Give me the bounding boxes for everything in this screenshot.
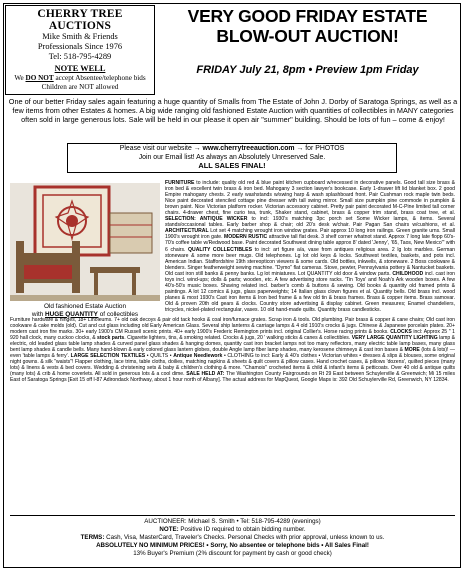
website-line: Please visit our website → www.cherrytreeauction.com → for PHOTOS (119, 145, 345, 152)
category-heading: SELECTION: ANTIQUE WICKER (165, 216, 248, 223)
category-heading: LARGE SELECTION TEXTILES (70, 353, 146, 360)
title-line-2: BLOW-OUT AUCTION! (216, 26, 399, 46)
category-heading: SALE HELD AT: (186, 371, 225, 378)
note-line-1: We DO NOT accept Absentee/telephone bids (14, 74, 146, 82)
website-box (67, 143, 397, 173)
note-title: NOTE WELL (54, 64, 106, 73)
title-line-1: VERY GOOD FRIDAY ESTATE (187, 6, 428, 26)
category-heading: Antique Needlework (173, 353, 223, 360)
listing-full-width (10, 317, 455, 384)
listing-text: (lots & lots)! — even 'table lamps & ferry'. (10, 347, 455, 360)
photo-caption (10, 303, 160, 318)
listing-text: lamp & electric, old leaded glass table lamp shades & curved panel glass shades & hanging domes, quantity cast iron bracket lamps not too many reflectors, many electric table lamp bases, many glass bent lamp shades & candle bells. Many hand-blown & early colored glass lantern globes, double Angle lamp fiber lamp shades, many kerosene chimneys & cast iron bases & (10, 335, 455, 354)
listing-text: • QUILTS • (145, 353, 174, 360)
listing-column (165, 180, 455, 313)
owners: Mike Smith & Friends (42, 32, 118, 41)
buyers-premium: 13% Buyer's Premium (2% discount for payment by cash or good check) (133, 550, 332, 557)
caption-line-2: with HUGE QUANTITY of collectibles (31, 310, 139, 318)
listing-text: attractive tall flat desk. 3 shelf corner whatnot stand. Approx 7 long late flopp 60's-70's coffee table w/Redwood base. Paint decorated Southwest dining table approx 8' dated 'Jenny', '65, Taos, New Mexico'" with 6 chairs. (165, 234, 455, 253)
footer-divider (10, 515, 455, 516)
category-heading: MODERN RUSTIC (224, 234, 268, 241)
category-heading: CLOCKS (390, 329, 412, 336)
category-heading: CHILDHOOD (392, 270, 424, 277)
no-minimum: ABSOLUTELY NO MINIMUM PRICES! • Sorry, No absentee or telephone bids • All Sales Final! (96, 542, 369, 549)
intro-paragraph: One of our better Friday sales again featuring a huge quantity of Smalls from The Estate of John J. Dorby of Saratoga Springs, as well as a few items from other Estates & homes. A big wide ranging old fashioned Estate Auction with quantities of collectibles in MANY categories often sold in large generous lots. Sale will be held in our please it open air "summer" building. Should be lots of fun – come & enjoy! (8, 97, 458, 125)
category-heading: QUALITY COLLECTIBLES (188, 246, 252, 253)
listing-text: incl. cast iron toys incl. wind-ups; dolls & parts; wooden, etc. A few advertising store racks. 'Tin Toys' and Noah's Ark wooden boxes. A few 40's-50's music boxes. Shaving related incl. barber's comb & buttons & sewing. Old books & quantity old framed prints & paintings. A lot 12 comics & jugs, glass paperweights; 14 Italian glass clown figures et al. Quantity bells. Old brass incl. wood planes & most 1930's Cast iron items & Iron bed frame & a few old tin & brass frames. Brass & copper items. Brass samovar. Old & proven 20th old gears & clocks. Country store advertising & display cabinet. Green measures; Enamel chandeliers, tricycles, nickel-plated rectangular, vases. 10 old hand-made quilts. Quantity brass candlesticks. (165, 270, 456, 313)
listing-text: Furniture hardware & hinges, 18+ Linoleums. 7+ old oak decoys & pair old tack hooks & coal iron/furnace grates. Scrap iron & tools. Old plumbing. Pair brass & copper & cane chairs; Old cast iron cookware & cake molds (old). Cut and cut glass including old Early American Glass. Several ship lanterns & carriage lamps & 4 old 1910's crocks & jugs. Chinese & Japanese porcelain plates. 20+ modern cast iron fire marks. 30+ early 1900's CM Russell scenic prints. 40+ early 1900's Frederic Remington prints incl. original Collier's. Horse racing prints & books. (10, 317, 455, 336)
auctioneer-box (5, 5, 155, 95)
footer (10, 518, 455, 558)
terms: TERMS: Cash, Visa, MasterCard, Traveler's Checks. Personal Checks with prior approval, unless known to us. (80, 534, 385, 541)
date-line: FRIDAY July 21, 8pm • Preview 1pm Friday (196, 64, 419, 76)
telephone: Tel: 518-795-4289 (48, 52, 112, 61)
all-sales-final: ALL SALES FINAL! (198, 161, 266, 171)
note-line-2: Children are NOT allowed (41, 83, 119, 91)
caption-line-1: Old fashioned Estate Auction (43, 303, 127, 310)
auction-photo (10, 183, 160, 301)
auctioneer-line: AUCTIONEER: Michael S. Smith • Tel: 518-795-4289 (evenings) (144, 518, 321, 525)
email-line: Join our Email list! As always an Absolutely Unreserved Sale. (138, 153, 326, 161)
listing-text: to incl: art figure a/a, vase from antiques religious area. 2 lg lots marbles. German stoneware & some more beer mugs. Old telephones. Lg lot old keys & locks. Southwest textiles, baskets, and pots incl. American Indian. Staffordshire 19th stereopticon viewers & some cards. Old bottles, inkwells, & stoneware. 2 Boss cookware & blenders. Singer featherweight sewing machine. "Dymo" flat cameras. Stove, pewter, Pennsylvania pottery & Nantucket baskets. Old cast iron still banks & penny banks. Lg lot miniatures. Lot QUANTITY old door & window parts. (165, 246, 455, 277)
listing-text: The Washington County Fairgrounds on Rt 29 East between Schuylerville & Greenwich; Mi 15 miles East of Saratoga Springs [Exit 15 off I-87 Adirondack Northway, about 1 hour north of Albany]. The actual address for MapQuest, Google Maps is: 392 Old Schuylerville Rd, Greenwich, NY 12834. (10, 371, 455, 384)
since: Professionals Since 1976 (37, 42, 123, 51)
website-link[interactable]: www.cherrytreeauction.com (202, 145, 295, 152)
category-heading: MORE (404, 347, 420, 354)
category-heading: FURNITURE (165, 180, 195, 186)
quilt-and-chair-illustration (10, 183, 160, 301)
listing-text: Lot set 4 matching wrought iron window grates. Pair approx 10 long iron railings. Green granite urns. Small 1900's wrought iron gate. (165, 228, 455, 241)
category-heading: ARCHITECTURAL (165, 228, 209, 235)
listing-text: . Cigarette lighters, tins, & smoking related. Crocks & jugs, 20 ' walking sticks & canes & collectibles. (124, 335, 352, 342)
listing-text: to incl: 1930's matching 3pc porch set Some Wicker lamps, & items. Several stands/occasional tables. Early barber shop & chair; old 20's desk w/chair. Pair Pagan San chairs w/cushions, et al. (165, 216, 455, 229)
main-title (160, 6, 455, 46)
company-name: CHERRY TREE AUCTIONS (37, 8, 123, 32)
listing-text: incl: Approx 25 " 1 920 hall clock, many cuckoo clocks, & (10, 329, 455, 342)
category-heading: VERY LARGE QUANTITY LIGHTING (351, 335, 438, 342)
category-heading: stock parts (97, 335, 125, 342)
id-note: NOTE: Positive ID required to obtain bidding number. (159, 526, 306, 533)
listing-text: • CLOTHING to incl: Early & 40's clothes • Victorian whites • dresses & slips & blouses, some original night gowns. & silk "waists"! Flapper clothing, lace trims, table cloths, doilies, matching napkins & sheets & quilt covers & pillow cases. Hand crochet cases, & pillows 'dozens', quilted pieces (many lots) & linens & vests & bed covers. Wedding & christening sets & baby & children's clothing & more. "Chamois" crocheted items & child & infant's items & petticoats. Over 40 old & antique quilts (many lots) & crib & home coverlets. All sold in generous lots & a cool dime. (10, 353, 455, 378)
listing-text: to include: quality old red & blue paint kitchen cupboard w/recessed in decorative panels. Good tall size brass & iron bed & excellent twin brass & iron bed. Mahogany 3 section lawyer's bookcase. Early 1-drawer lift lid blanket box. 2 good Empire mahogany chests. 2 early washstands w/swing harp & wash splashboard front. Pair Cushman rock maple twin beds. Nice paint decorated stenciled cottage pine dresser with tall swing mirror. Small size pumpkin pine commode in pumpkin & brown paint. Nice Victorian platform rocker. Victorian accessory cabinet. Pretty pair paint decorated M-C-Pine limited tall corner chairs. 4-drawer chest, fine curio tea, trunk, Shaker stand, cabinet, brass & copper trim stand, brass coat tree, et al. (165, 180, 455, 217)
